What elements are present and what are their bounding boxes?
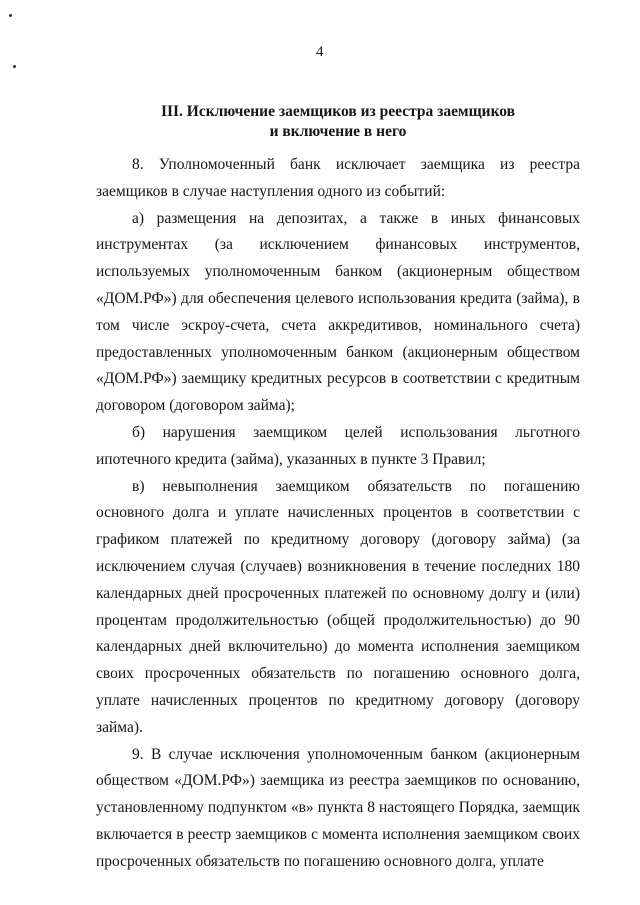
paragraph-8b: б) нарушения заемщиком целей использования льготного ипотечного кредита (займа), указанных в пункте 3 Правил;: [96, 423, 580, 468]
paragraph-8a: а) размещения на депозитах, а также в иных финансовых инструментах (за исключением финансовых инструментов, используемых уполномоченным банком (акционерным обществом «ДОМ.РФ») для обеспечения целевого использования кредита (займа), в том числе эскроу-счета, счета аккредитивов, номинального счета) предоставленных уполномоченным банком (акционерным обществом «ДОМ.РФ») заемщику кредитных ресурсов в соответствии с кредитным договором (договором займа);: [96, 209, 580, 415]
document-body: [96, 152, 580, 876]
paragraph-8v: в) невыполнения заемщиком обязательств по погашению основного долга и уплате начисленных процентов в соответствии с графиком платежей по кредитному договору (договору займа) (за исключением случая (случаев) возникновения в течение последних 180 календарных дней просроченных платежей по основному долгу и (или) процентам продолжительностью (общей продолжительностью) до 90 календарных дней включительно) до момента исполнения заемщиком своих просроченных обязательств по погашению основного долга, уплате начисленных процентов по кредитному договору (договору займа).: [96, 477, 580, 736]
scan-dot-mark: [9, 14, 12, 17]
section-title-line-2: и включение в него: [269, 123, 407, 140]
section-title: [96, 102, 580, 142]
page-number: 4: [316, 44, 324, 60]
scan-dot-mark: [13, 65, 16, 68]
paragraph-8: 8. Уполномоченный банк исключает заемщика из реестра заемщиков в случае наступления одного из событий:: [96, 156, 580, 200]
paragraph-9: 9. В случае исключения уполномоченным банком (акционерным обществом «ДОМ.РФ») заемщика из реестра заемщиков по основанию, установленному подпунктом «в» пункта 8 настоящего Порядка, заемщик включается в реестр заемщиков с момента исполнения заемщиком своих просроченных обязательств по погашению основного долга, уплате: [96, 745, 580, 870]
section-title-line-1: III. Исключение заемщиков из реестра заемщиков: [160, 103, 516, 120]
